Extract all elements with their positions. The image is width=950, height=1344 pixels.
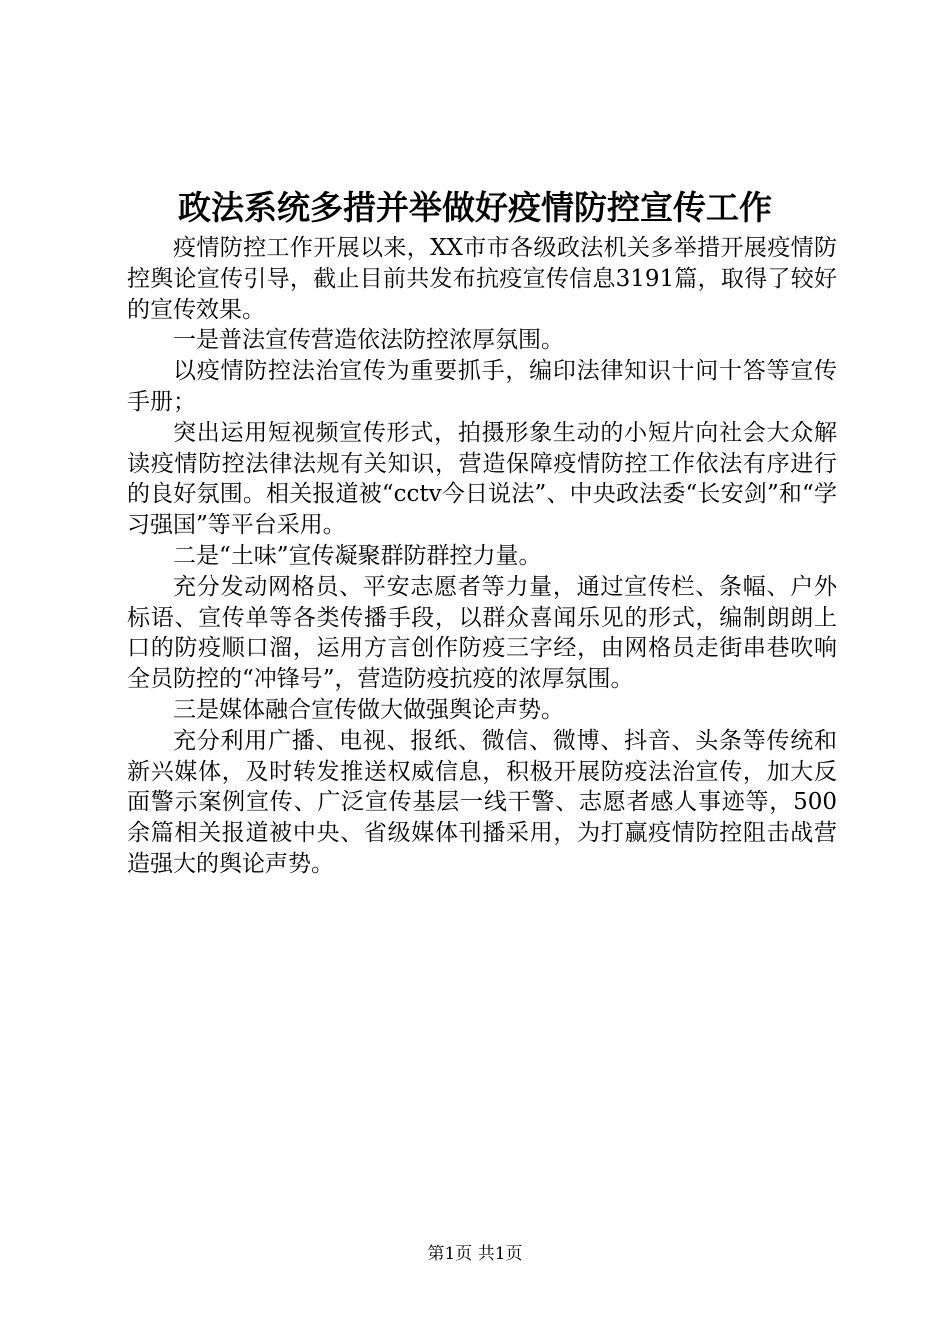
document-title: 政法系统多措并举做好疫情防控宣传工作 xyxy=(178,188,772,227)
paragraph-heading-2: 二是“土味”宣传凝聚群防群控力量。 xyxy=(173,542,542,569)
page-footer: 第1页 共1页 xyxy=(427,1244,523,1264)
paragraph-3a: 充分利用广播、电视、报纸、微信、微博、抖音、头条等传统和新兴媒体，及时转发推送权威信息，积极开展防疫法治宣传，加大反面警示案例宣传、广泛宣传基层一线干警、志愿者感人事迹等，500余篇相关报道被中央、省级媒体刊播采用，为打赢疫情防控阻击战营造强大的舆论声势。 xyxy=(127,727,837,877)
paragraph-1a: 以疫情防控法治宣传为重要抓手，编印法律知识十问十答等宣传手册； xyxy=(127,358,837,415)
paragraph-heading-3: 三是媒体融合宣传做大做强舆论声势。 xyxy=(173,696,564,723)
paragraph-2a: 充分发动网格员、平安志愿者等力量，通过宣传栏、条幅、户外标语、宣传单等各类传播手段，以群众喜闻乐见的形式，编制朗朗上口的防疫顺口溜，运用方言创作防疫三字经，由网格员走街串巷吹响全员防控的“冲锋号”，营造防疫抗疫的浓厚氛围。 xyxy=(127,573,837,693)
paragraph-heading-1: 一是普法宣传营造依法防控浓厚氛围。 xyxy=(173,327,564,354)
document-body xyxy=(127,233,837,880)
paragraph-1b: 突出运用短视频宣传形式，拍摄形象生动的小短片向社会大众解读疫情防控法律法规有关知识，营造保障疫情防控工作依法有序进行的良好氛围。相关报道被“cctv今日说法”、中央政法委“长安剑”和“学习强国”等平台采用。 xyxy=(127,419,837,539)
paragraph-intro: 疫情防控工作开展以来，XX市市各级政法机关多举措开展疫情防控舆论宣传引导，截止目前共发布抗疫宣传信息3191篇，取得了较好的宣传效果。 xyxy=(127,235,837,323)
